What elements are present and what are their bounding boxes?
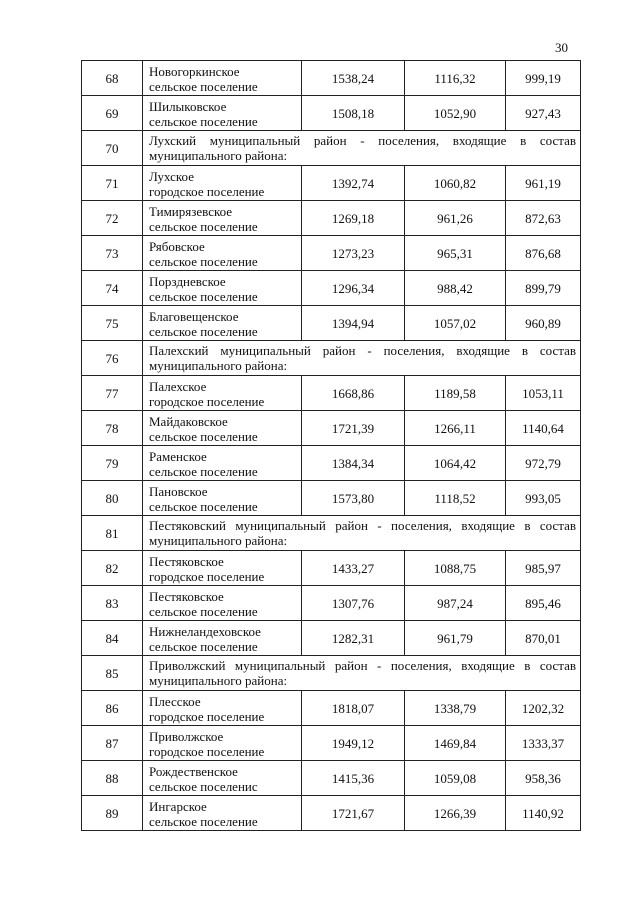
settlement-type: сельское поселение — [149, 253, 258, 269]
page-number: 30 — [555, 40, 568, 55]
settlement-type: сельское поселение — [149, 813, 258, 829]
table-row — [82, 691, 581, 726]
value-cell-3: 1202,32 — [506, 691, 581, 726]
table-row — [82, 376, 581, 411]
settlement-name-line1: Майдаковское — [149, 413, 228, 429]
settlement-name-line1: Ингарское — [149, 798, 207, 814]
settlement-name — [143, 446, 302, 481]
district-header-row — [82, 656, 581, 691]
table-row — [82, 586, 581, 621]
value-cell-1: 1392,74 — [302, 166, 405, 201]
value-cell-1: 1273,23 — [302, 236, 405, 271]
settlement-type: городское поселение — [149, 708, 265, 724]
value-cell-3: 895,46 — [506, 586, 581, 621]
district-title: Лухский муниципальный район - поселения, входящие в состав муниципального района: — [143, 131, 581, 166]
settlement-type: сельское поселение — [149, 288, 258, 304]
settlement-type: городское поселение — [149, 743, 265, 759]
row-number: 68 — [82, 61, 143, 96]
value-cell-3: 993,05 — [506, 481, 581, 516]
row-number: 77 — [82, 376, 143, 411]
value-cell-3: 961,19 — [506, 166, 581, 201]
value-cell-1: 1282,31 — [302, 621, 405, 656]
settlement-name-line1: Шилыковское — [149, 98, 227, 114]
settlement-name-line1: Нижнеландеховское — [149, 623, 261, 639]
settlement-name — [143, 586, 302, 621]
value-cell-1: 1433,27 — [302, 551, 405, 586]
value-cell-3: 927,43 — [506, 96, 581, 131]
settlement-name-line1: Пестяковское — [149, 588, 224, 604]
district-title: Приволжский муниципальный район - поселения, входящие в состав муниципального района: — [143, 656, 581, 691]
row-number: 75 — [82, 306, 143, 341]
settlement-type: сельское поселение — [149, 638, 258, 654]
value-cell-3: 1333,37 — [506, 726, 581, 761]
row-number: 71 — [82, 166, 143, 201]
settlement-name-line1: Пановское — [149, 483, 208, 499]
value-cell-1: 1721,67 — [302, 796, 405, 831]
settlement-type: городское поселение — [149, 568, 265, 584]
settlement-type: сельское поселение — [149, 603, 258, 619]
table-row — [82, 796, 581, 831]
value-cell-1: 1269,18 — [302, 201, 405, 236]
table-row — [82, 61, 581, 96]
row-number: 86 — [82, 691, 143, 726]
table-row — [82, 96, 581, 131]
value-cell-1: 1949,12 — [302, 726, 405, 761]
row-number: 78 — [82, 411, 143, 446]
settlement-name — [143, 691, 302, 726]
settlement-name — [143, 236, 302, 271]
settlement-name-line1: Раменское — [149, 448, 207, 464]
value-cell-3: 1053,11 — [506, 376, 581, 411]
table-row — [82, 551, 581, 586]
district-header-row — [82, 341, 581, 376]
settlement-name — [143, 411, 302, 446]
value-cell-3: 1140,92 — [506, 796, 581, 831]
settlement-name-line1: Рябовское — [149, 238, 205, 254]
table-body — [82, 61, 581, 831]
settlement-name — [143, 201, 302, 236]
settlement-name — [143, 481, 302, 516]
row-number: 89 — [82, 796, 143, 831]
table-row — [82, 306, 581, 341]
value-cell-2: 988,42 — [405, 271, 506, 306]
settlement-name-line1: Палехское — [149, 378, 207, 394]
value-cell-2: 961,79 — [405, 621, 506, 656]
settlement-type: сельское поселение — [149, 498, 258, 514]
value-cell-2: 1266,11 — [405, 411, 506, 446]
value-cell-2: 1189,58 — [405, 376, 506, 411]
value-cell-2: 1088,75 — [405, 551, 506, 586]
table-row — [82, 201, 581, 236]
value-cell-2: 1060,82 — [405, 166, 506, 201]
value-cell-1: 1384,34 — [302, 446, 405, 481]
row-number: 73 — [82, 236, 143, 271]
row-number: 82 — [82, 551, 143, 586]
value-cell-1: 1538,24 — [302, 61, 405, 96]
value-cell-2: 1059,08 — [405, 761, 506, 796]
settlement-name-line1: Пестяковское — [149, 553, 224, 569]
settlement-type: сельское поселение — [149, 463, 258, 479]
value-cell-1: 1573,80 — [302, 481, 405, 516]
table-row — [82, 166, 581, 201]
value-cell-3: 999,19 — [506, 61, 581, 96]
table-row — [82, 481, 581, 516]
settlement-type: сельское поселение — [149, 218, 258, 234]
row-number: 69 — [82, 96, 143, 131]
settlement-name — [143, 376, 302, 411]
settlement-name — [143, 726, 302, 761]
value-cell-2: 961,26 — [405, 201, 506, 236]
value-cell-2: 1469,84 — [405, 726, 506, 761]
settlement-name — [143, 96, 302, 131]
district-header-row — [82, 131, 581, 166]
settlement-name-line1: Плесское — [149, 693, 201, 709]
value-cell-1: 1818,07 — [302, 691, 405, 726]
settlement-type: сельское поселение — [149, 113, 258, 129]
value-cell-1: 1394,94 — [302, 306, 405, 341]
row-number: 87 — [82, 726, 143, 761]
settlement-name-line1: Лухское — [149, 168, 194, 184]
value-cell-2: 965,31 — [405, 236, 506, 271]
settlement-name — [143, 551, 302, 586]
settlement-name-line1: Благовещенское — [149, 308, 239, 324]
row-number: 72 — [82, 201, 143, 236]
settlement-name — [143, 796, 302, 831]
value-cell-1: 1415,36 — [302, 761, 405, 796]
value-cell-2: 1052,90 — [405, 96, 506, 131]
settlement-name-line1: Рождественское — [149, 763, 238, 779]
district-title: Палехский муниципальный район - поселения, входящие в состав муниципального района: — [143, 341, 581, 376]
value-cell-2: 1057,02 — [405, 306, 506, 341]
row-number: 74 — [82, 271, 143, 306]
settlement-type: городское поселение — [149, 393, 265, 409]
table-row — [82, 726, 581, 761]
value-cell-3: 876,68 — [506, 236, 581, 271]
value-cell-2: 1266,39 — [405, 796, 506, 831]
table-row — [82, 271, 581, 306]
settlement-name — [143, 166, 302, 201]
settlement-name-line1: Новогоркинское — [149, 63, 240, 79]
table-row — [82, 761, 581, 796]
settlement-name-line1: Тимирязевское — [149, 203, 233, 219]
value-cell-2: 1064,42 — [405, 446, 506, 481]
settlement-name-line1: Порздневское — [149, 273, 226, 289]
value-cell-2: 1338,79 — [405, 691, 506, 726]
value-cell-1: 1296,34 — [302, 271, 405, 306]
value-cell-3: 960,89 — [506, 306, 581, 341]
table-row — [82, 621, 581, 656]
row-number: 85 — [82, 656, 143, 691]
value-cell-3: 1140,64 — [506, 411, 581, 446]
row-number: 80 — [82, 481, 143, 516]
row-number: 88 — [82, 761, 143, 796]
value-cell-2: 1118,52 — [405, 481, 506, 516]
row-number: 76 — [82, 341, 143, 376]
value-cell-1: 1721,39 — [302, 411, 405, 446]
value-cell-3: 870,01 — [506, 621, 581, 656]
settlement-name — [143, 621, 302, 656]
value-cell-3: 872,63 — [506, 201, 581, 236]
settlement-type: городское поселение — [149, 183, 265, 199]
settlement-name — [143, 61, 302, 96]
value-cell-1: 1508,18 — [302, 96, 405, 131]
table-row — [82, 236, 581, 271]
row-number: 79 — [82, 446, 143, 481]
row-number: 83 — [82, 586, 143, 621]
value-cell-1: 1307,76 — [302, 586, 405, 621]
settlement-name — [143, 761, 302, 796]
value-cell-1: 1668,86 — [302, 376, 405, 411]
district-title: Пестяковский муниципальный район - поселения, входящие в состав муниципального района: — [143, 516, 581, 551]
value-cell-2: 987,24 — [405, 586, 506, 621]
settlement-type: сельское поселенис — [149, 778, 258, 794]
value-cell-3: 985,97 — [506, 551, 581, 586]
settlement-name — [143, 306, 302, 341]
table-row — [82, 411, 581, 446]
row-number: 84 — [82, 621, 143, 656]
district-header-row — [82, 516, 581, 551]
settlement-name — [143, 271, 302, 306]
row-number: 70 — [82, 131, 143, 166]
row-number: 81 — [82, 516, 143, 551]
settlement-type: сельское поселение — [149, 78, 258, 94]
settlements-table — [81, 60, 581, 831]
value-cell-3: 972,79 — [506, 446, 581, 481]
table-row — [82, 446, 581, 481]
settlement-type: сельское поселение — [149, 428, 258, 444]
value-cell-3: 958,36 — [506, 761, 581, 796]
value-cell-3: 899,79 — [506, 271, 581, 306]
settlement-name-line1: Приволжское — [149, 728, 224, 744]
value-cell-2: 1116,32 — [405, 61, 506, 96]
settlement-type: сельское поселение — [149, 323, 258, 339]
